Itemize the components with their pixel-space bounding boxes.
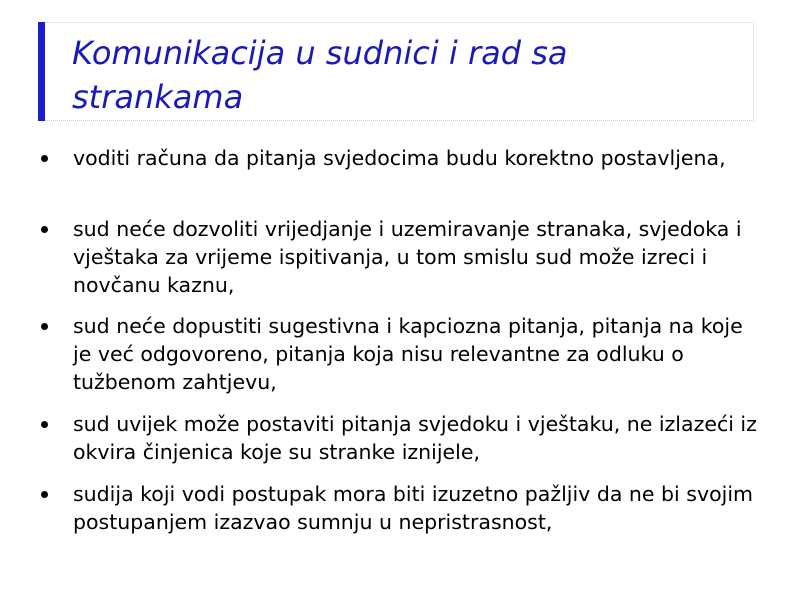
bullet-icon (41, 323, 48, 330)
bullet-icon (41, 491, 48, 498)
bullet-item-5: sudija koji vodi postupak mora biti izuzetno pažljiv da ne bi svojim postupanjem izazvao sumnju u nepristrasnost, (73, 482, 753, 534)
bullet-item-1: voditi računa da pitanja svjedocima budu korektno postavljena, (73, 146, 726, 170)
bullet-icon (41, 226, 48, 233)
slide-title: Komunikacija u sudnici i rad sa strankama (72, 34, 568, 116)
bullet-icon (41, 155, 48, 162)
bullet-item-3: sud neće dopustiti sugestivna i kapciozna pitanja, pitanja na koje je već odgovoreno, pitanja koja nisu relevantne za odluku o tužbenom zahtjevu, (73, 314, 743, 394)
bullet-item-2: sud neće dozvoliti vrijedjanje i uzemiravanje stranaka, svjedoka i vještaka za vrijeme ispitivanja, u tom smislu sud može izreci i novčanu kaznu, (73, 217, 742, 297)
bullet-item-4: sud uvijek može postaviti pitanja svjedoku i vještaku, ne izlazeći iz okvira činjenica koje su stranke iznijele, (73, 412, 757, 464)
bullet-icon (41, 421, 48, 428)
title-accent-bar (38, 22, 45, 121)
